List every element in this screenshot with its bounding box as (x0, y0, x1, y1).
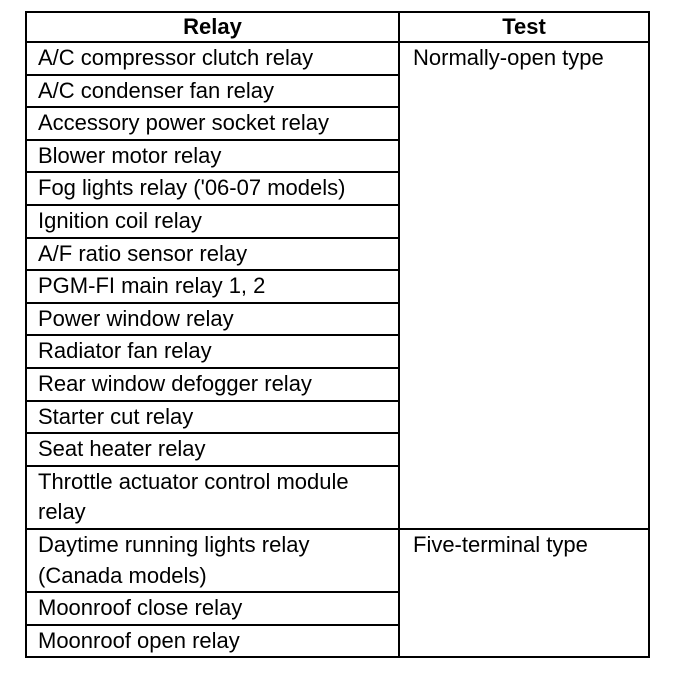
relay-name: A/F ratio sensor relay (26, 238, 399, 271)
relay-name: Throttle actuator control module relay (26, 466, 399, 529)
relay-name: Power window relay (26, 303, 399, 336)
relay-name: Seat heater relay (26, 433, 399, 466)
relay-name: A/C condenser fan relay (26, 75, 399, 108)
relay-name: Starter cut relay (26, 401, 399, 434)
relay-name: Accessory power socket relay (26, 107, 399, 140)
test-type-cell: Five-terminal type (399, 529, 649, 657)
header-relay: Relay (26, 12, 399, 42)
relay-name: A/C compressor clutch relay (26, 42, 399, 75)
table-row (26, 529, 649, 592)
relay-test-table (25, 11, 650, 658)
relay-name: Blower motor relay (26, 140, 399, 173)
relay-name: Moonroof open relay (26, 625, 399, 658)
test-type-cell: Normally-open type (399, 42, 649, 529)
relay-name: Moonroof close relay (26, 592, 399, 625)
relay-name: PGM-FI main relay 1, 2 (26, 270, 399, 303)
header-row (26, 12, 649, 42)
header-test: Test (399, 12, 649, 42)
relay-name: Rear window defogger relay (26, 368, 399, 401)
relay-name: Fog lights relay ('06-07 models) (26, 172, 399, 205)
relay-name: Daytime running lights relay (Canada models) (26, 529, 399, 592)
relay-name: Radiator fan relay (26, 335, 399, 368)
table-row (26, 42, 649, 75)
relay-name: Ignition coil relay (26, 205, 399, 238)
